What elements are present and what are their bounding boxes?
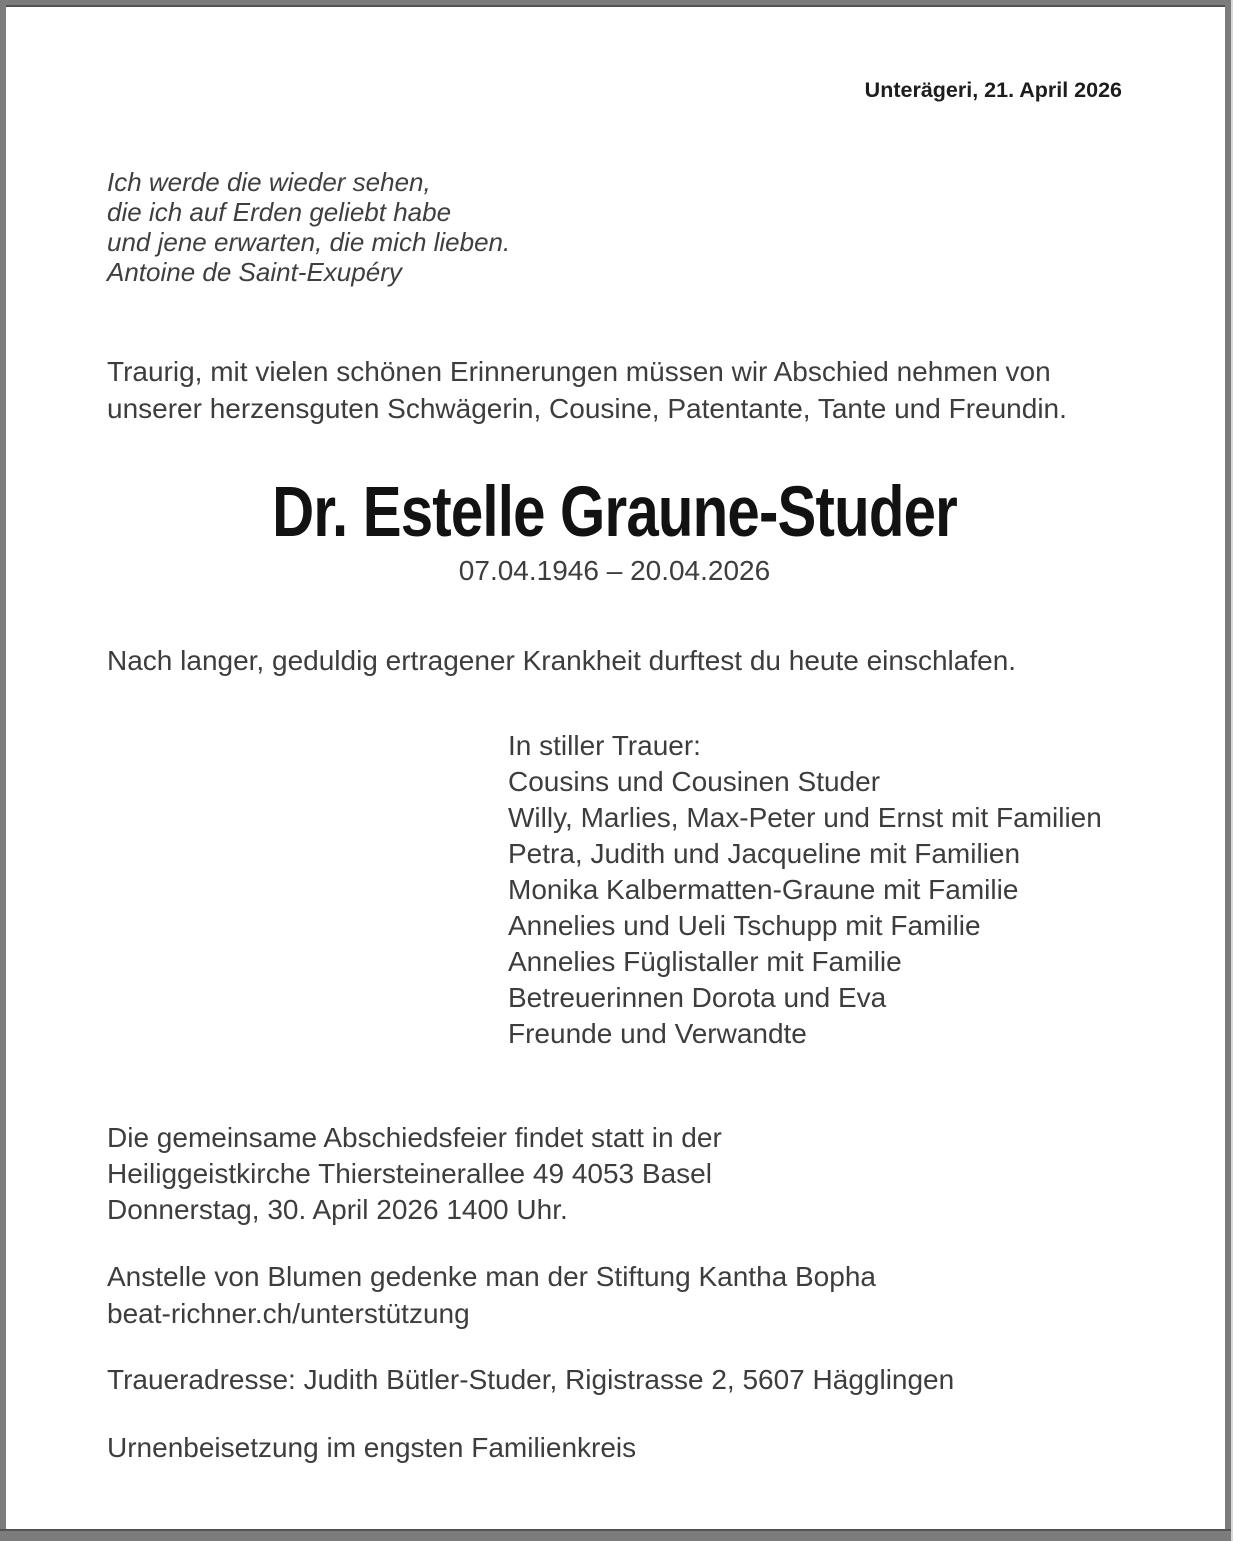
service-line: Donnerstag, 30. April 2026 1400 Uhr.: [107, 1194, 568, 1225]
mourner-line: Annelies und Ueli Tschupp mit Familie: [508, 910, 981, 941]
mourner-line: Annelies Füglistaller mit Familie: [508, 946, 902, 977]
mourner-line: Cousins und Cousinen Studer: [508, 766, 881, 797]
mourner-line: Betreuerinnen Dorota und Eva: [508, 982, 887, 1013]
intro-paragraph: [107, 353, 1122, 427]
dateline: Unterägeri, 21. April 2026: [864, 78, 1122, 102]
service-line: Die gemeinsame Abschiedsfeier findet statt in der: [107, 1122, 722, 1153]
quote-attribution: Antoine de Saint-Exupéry: [107, 257, 402, 287]
mourner-line: Petra, Judith und Jacqueline mit Familien: [508, 838, 1021, 869]
quote-block: [107, 167, 1122, 287]
frame-top-border-line: [0, 5, 1233, 7]
donation-info: [107, 1258, 1122, 1332]
death-note: Nach langer, geduldig ertragener Krankheit durftest du heute einschlafen.: [107, 645, 1017, 676]
frame-left-edge: [0, 0, 6, 1541]
service-info: [107, 1120, 1122, 1228]
quote-line: die ich auf Erden geliebt habe: [107, 197, 452, 227]
service-line: Heiliggeistkirche Thiersteinerallee 49 4053 Basel: [107, 1158, 712, 1189]
burial-note: Urnenbeisetzung im engsten Familienkreis: [107, 1432, 637, 1463]
quote-line: und jene erwarten, die mich lieben.: [107, 227, 511, 257]
deceased-name: [107, 473, 1122, 553]
intro-line: Traurig, mit vielen schönen Erinnerungen müssen wir Abschied nehmen von: [107, 356, 1051, 387]
life-dates: 07.04.1946 – 20.04.2026: [458, 555, 771, 586]
intro-line: unserer herzensguten Schwägerin, Cousine, Patentante, Tante und Freundin.: [107, 393, 1067, 424]
obituary-content: [107, 0, 1122, 1466]
mourner-line: Monika Kalbermatten-Graune mit Familie: [508, 874, 1019, 905]
quote-line: Ich werde die wieder sehen,: [107, 167, 431, 197]
mourners-heading: In stiller Trauer:: [508, 730, 701, 761]
mourners-block: [508, 728, 1122, 1052]
donation-line: Anstelle von Blumen gedenke man der Stiftung Kantha Bopha: [107, 1261, 876, 1292]
frame-bottom-edge: [0, 1531, 1233, 1541]
mourning-address: Traueradresse: Judith Bütler-Studer, Rigistrasse 2, 5607 Hägglingen: [107, 1364, 955, 1395]
deceased-name-text: Dr. Estelle Graune-Studer: [272, 473, 957, 552]
mourner-line: Freunde und Verwandte: [508, 1018, 807, 1049]
donation-url: beat-richner.ch/unterstützung: [107, 1298, 470, 1329]
mourner-line: Willy, Marlies, Max-Peter und Ernst mit Familien: [508, 802, 1102, 833]
